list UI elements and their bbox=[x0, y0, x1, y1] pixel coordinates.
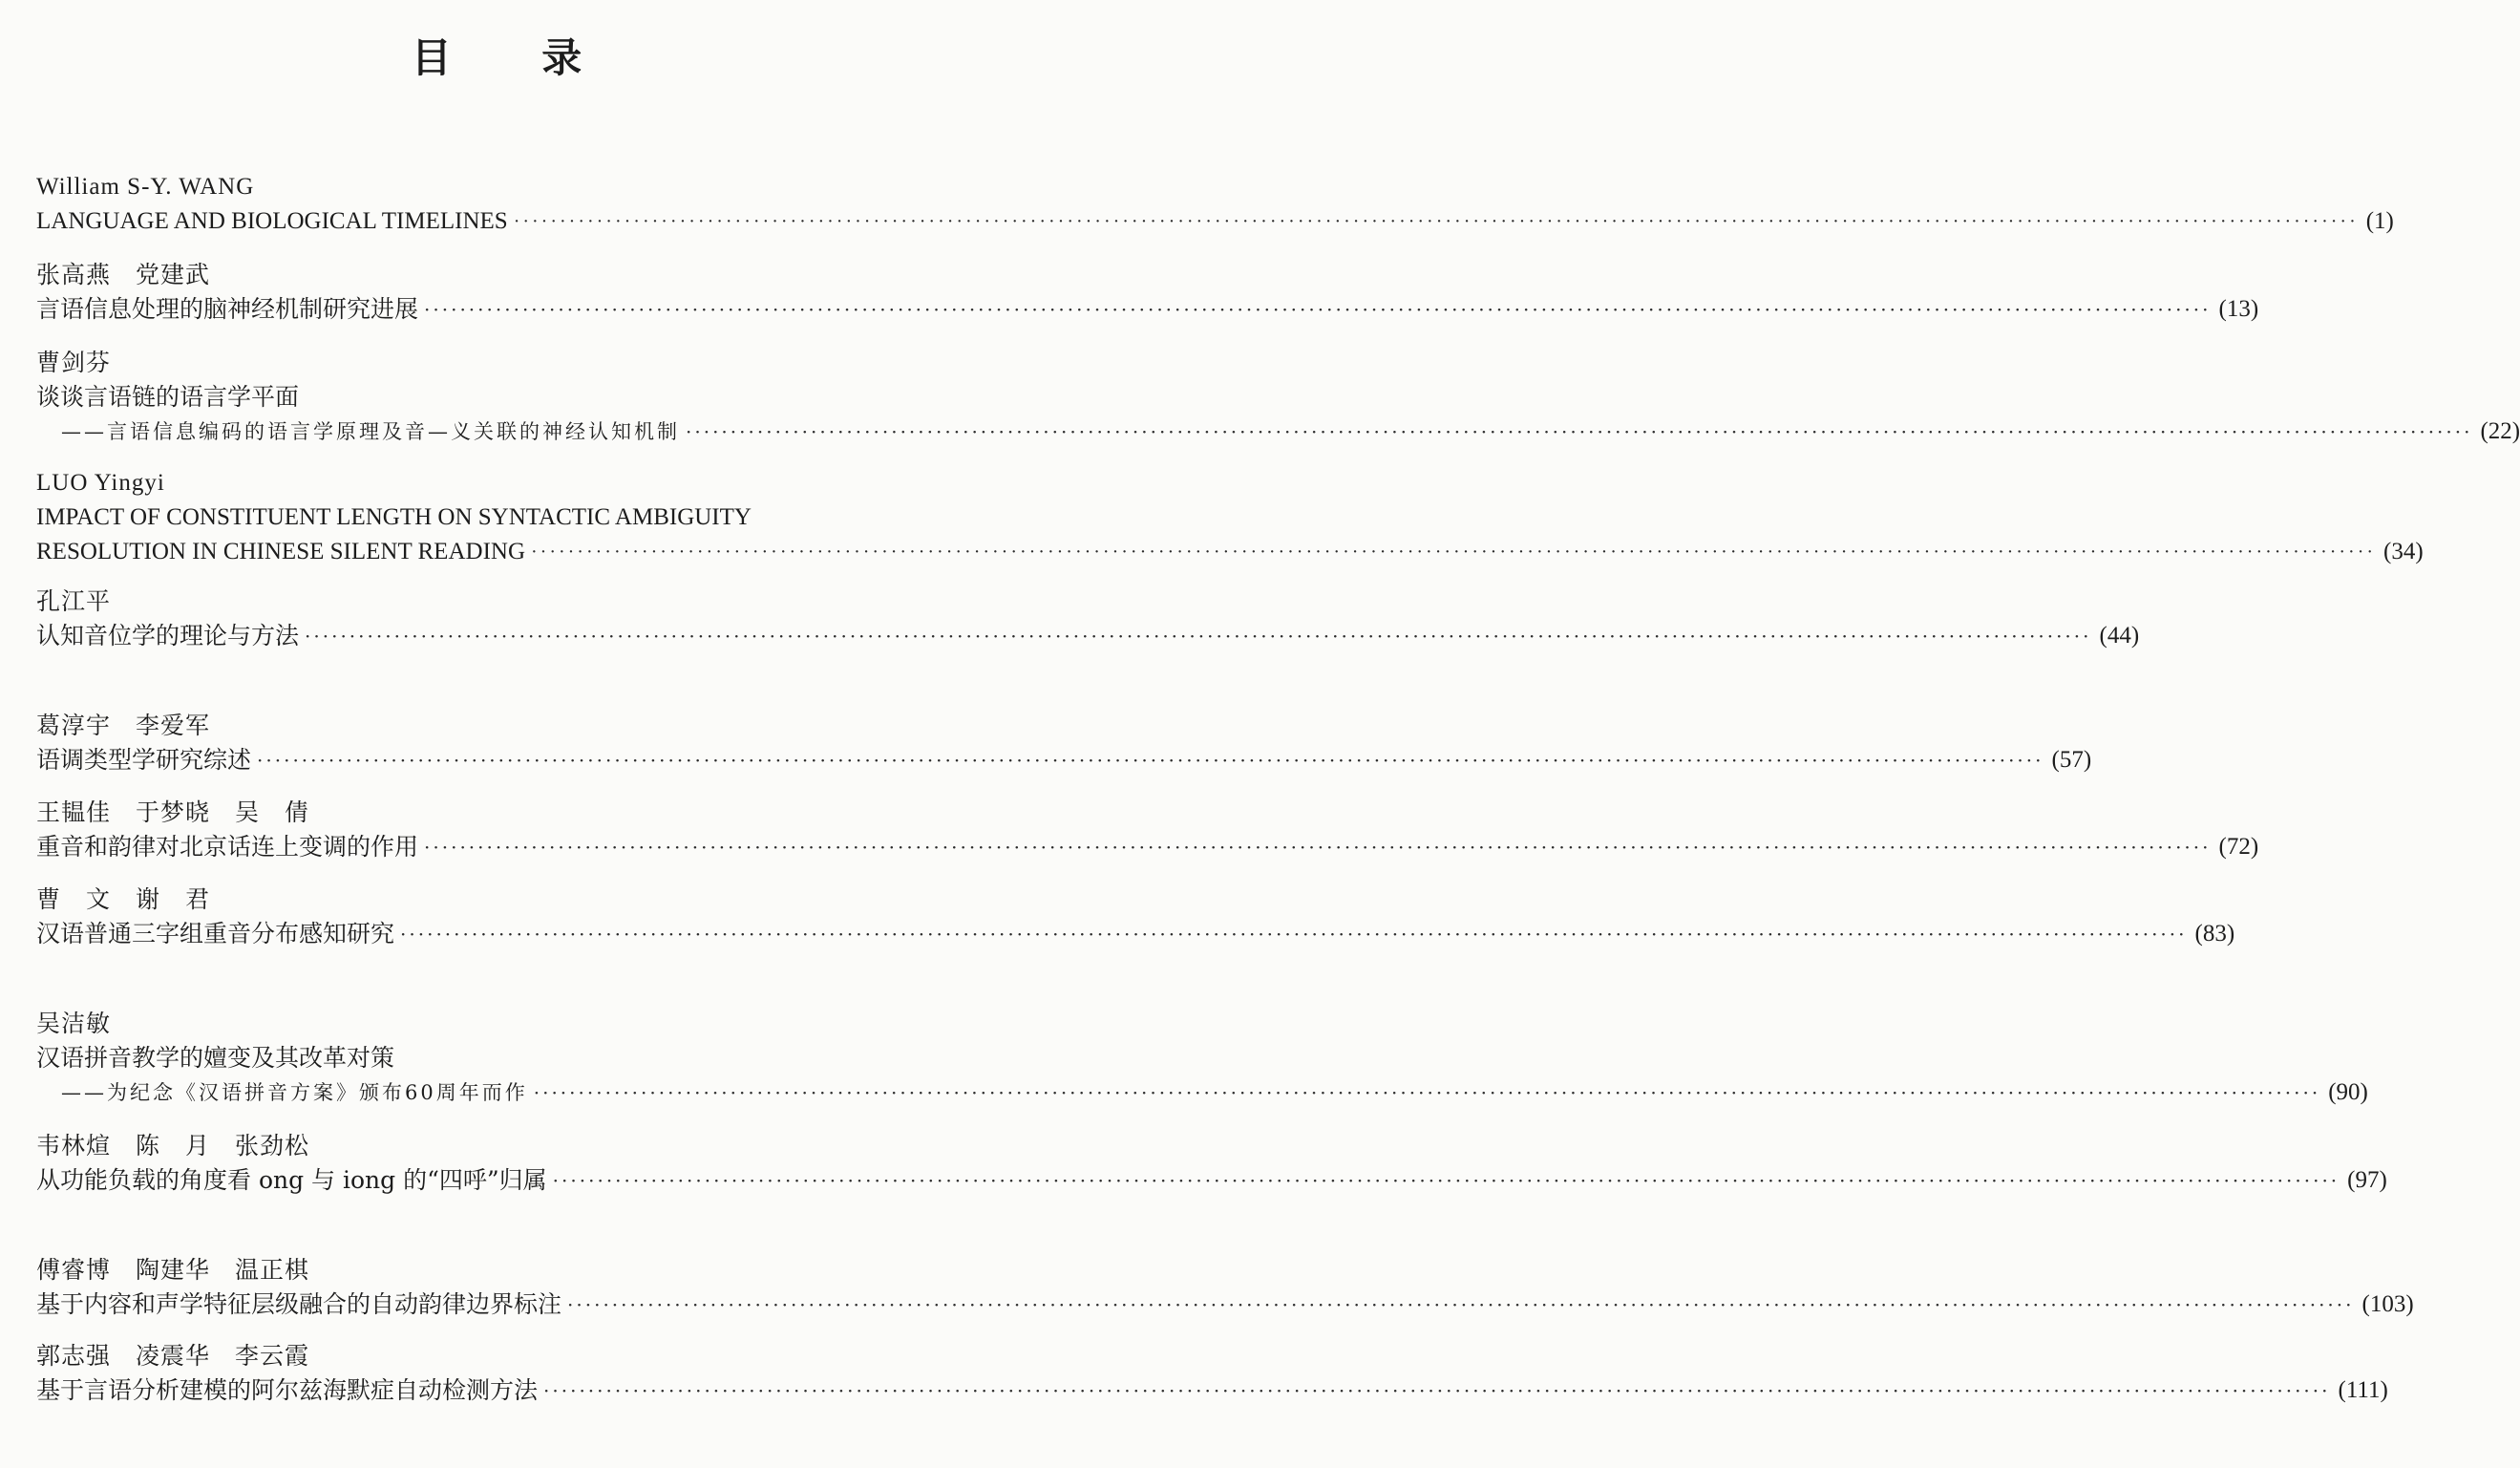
toc-authors: 葛淳宇 李爱军 bbox=[36, 712, 211, 739]
leader-dots: ········································································································································································································ bbox=[686, 420, 2473, 443]
page-number: (72) bbox=[2218, 834, 2259, 860]
leader-dots: ········································································································································································································ bbox=[513, 211, 2359, 232]
leader-dots: ········································································································································································································ bbox=[424, 836, 2212, 859]
page-number: (22) bbox=[2480, 418, 2520, 444]
page-number: (97) bbox=[2347, 1167, 2387, 1193]
leader-dots: ········································································································································································································ bbox=[531, 542, 2377, 563]
leader-dots: ········································································································································································································ bbox=[543, 1379, 2331, 1402]
page-number: (34) bbox=[2383, 539, 2424, 564]
toc-title: 重音和韵律对北京话连上变调的作用 bbox=[36, 833, 419, 861]
page-number: (44) bbox=[2099, 623, 2140, 649]
page-number: (13) bbox=[2218, 296, 2259, 322]
page-number: (111) bbox=[2338, 1377, 2388, 1403]
leader-dots: ········································································································································································································ bbox=[257, 749, 2044, 772]
leader-dots: ········································································································································································································ bbox=[533, 1081, 2321, 1104]
toc-authors: 孔江平 bbox=[36, 587, 112, 615]
leader-dots: ········································································································································································································ bbox=[567, 1293, 2355, 1316]
page-number: (90) bbox=[2328, 1079, 2368, 1105]
page-number: (1) bbox=[2365, 208, 2394, 234]
leader-dots: ········································································································································································································ bbox=[305, 625, 2092, 648]
toc-authors: 曹 文 谢 君 bbox=[36, 885, 211, 913]
toc-authors: 张高燕 党建武 bbox=[36, 261, 211, 288]
toc-authors: 吴洁敏 bbox=[36, 1010, 112, 1037]
toc-title: 基于言语分析建模的阿尔兹海默症自动检测方法 bbox=[36, 1376, 539, 1404]
page-title: 目 录 bbox=[411, 34, 621, 81]
toc-title: LANGUAGE AND BIOLOGICAL TIMELINES bbox=[36, 208, 508, 234]
leader-dots: ········································································································································································································ bbox=[424, 298, 2212, 321]
toc-authors: 郭志强 凌震华 李云霞 bbox=[36, 1342, 310, 1370]
toc-title: 从功能负载的角度看 ong 与 iong 的“四呼”归属 bbox=[36, 1166, 547, 1194]
toc-title: 基于内容和声学特征层级融合的自动韵律边界标注 bbox=[36, 1290, 562, 1318]
page-number: (57) bbox=[2051, 747, 2092, 773]
toc-authors: 曹剑芬 bbox=[36, 349, 112, 376]
toc-authors: 王韫佳 于梦晓 吴 倩 bbox=[36, 798, 310, 826]
toc-title: 语调类型学研究综述 bbox=[36, 746, 252, 774]
toc-authors: William S-Y. WANG bbox=[36, 174, 255, 200]
leader-dots: ········································································································································································································ bbox=[400, 923, 2188, 946]
toc-authors: 韦林煊 陈 月 张劲松 bbox=[36, 1132, 310, 1160]
toc-title: 认知音位学的理论与方法 bbox=[36, 622, 300, 649]
toc-title: 汉语拼音教学的嬗变及其改革对策 bbox=[36, 1044, 395, 1072]
toc-subtitle: ——言语信息编码的语言学原理及音—义关联的神经认知机制 bbox=[61, 420, 680, 443]
toc-title: 谈谈言语链的语言学平面 bbox=[36, 383, 300, 411]
leader-dots: ········································································································································································································ bbox=[552, 1169, 2340, 1192]
toc-subtitle: ——为纪念《汉语拼音方案》颁布60周年而作 bbox=[61, 1081, 528, 1104]
toc-authors: LUO Yingyi bbox=[36, 470, 165, 496]
page-number: (103) bbox=[2361, 1291, 2414, 1317]
toc-title: 汉语普通三字组重音分布感知研究 bbox=[36, 920, 395, 947]
toc-authors: 傅睿博 陶建华 温正棋 bbox=[36, 1256, 310, 1284]
toc-title: RESOLUTION IN CHINESE SILENT READING bbox=[36, 539, 525, 564]
page-number: (83) bbox=[2194, 921, 2235, 947]
toc-title: 言语信息处理的脑神经机制研究进展 bbox=[36, 295, 419, 323]
toc-title: IMPACT OF CONSTITUENT LENGTH ON SYNTACTIC AMBIGUITY bbox=[36, 504, 752, 530]
